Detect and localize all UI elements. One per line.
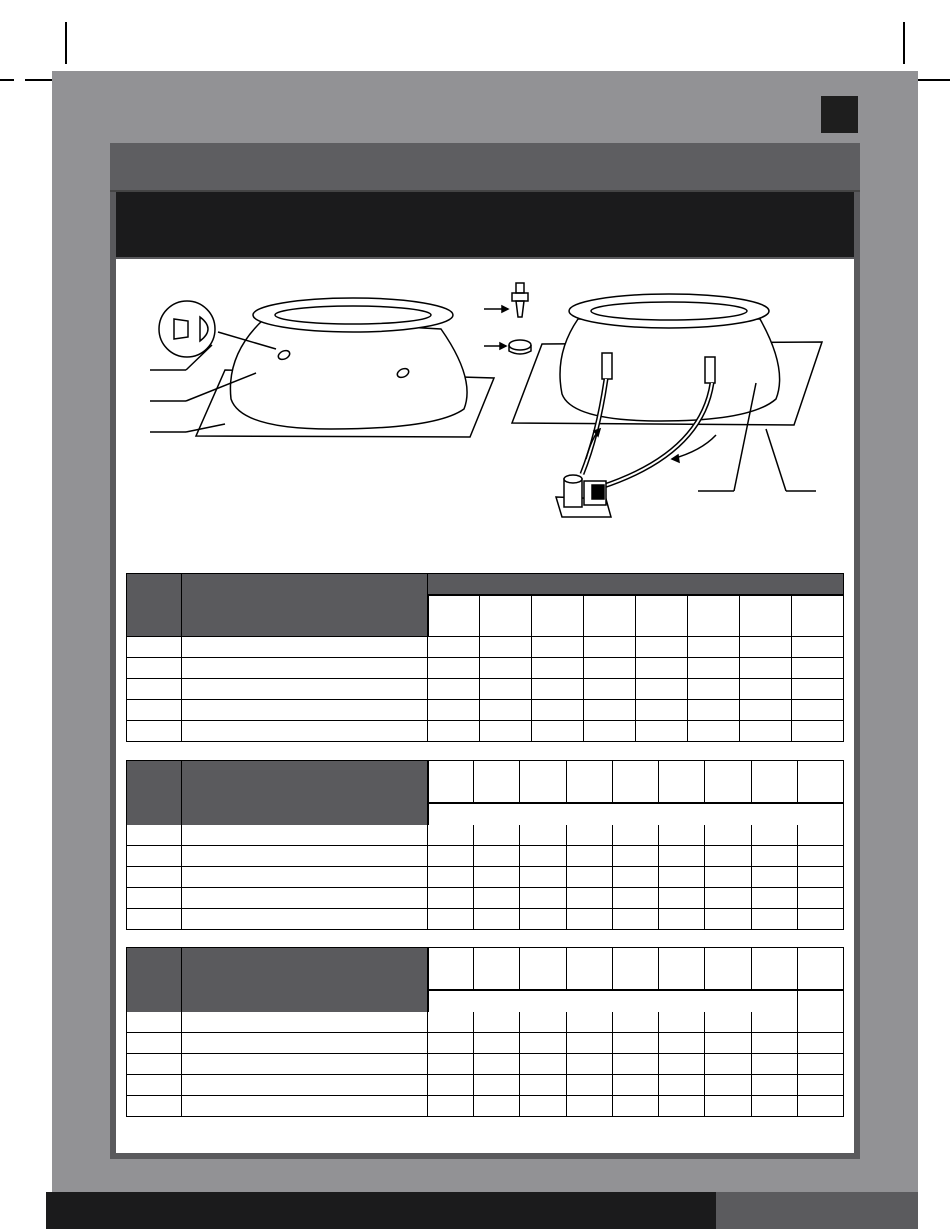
table-3-row-cell — [798, 1012, 844, 1033]
table-1-row-cell — [428, 637, 480, 658]
table-3-row-cell — [520, 1096, 566, 1117]
table-3-row-cell — [705, 1075, 751, 1096]
table-1-row-cell — [688, 637, 740, 658]
table-2-row-cell — [474, 825, 520, 846]
table-2-row-desc — [182, 867, 428, 888]
table-2-size-header — [520, 760, 566, 803]
table-2-row-cell — [520, 846, 566, 867]
table-2-row-cell — [705, 846, 751, 867]
table-2-header-strip — [428, 803, 844, 826]
table-1-row-cell — [636, 658, 688, 679]
table-1-row-cell — [480, 721, 532, 742]
table-3-size-header — [474, 947, 520, 990]
panel-body — [116, 259, 854, 1153]
table-3-row-cell — [567, 1075, 613, 1096]
table-2-row-no — [126, 846, 182, 867]
table-2-row-cell — [520, 867, 566, 888]
table-3-row-cell — [798, 1096, 844, 1117]
table-2-row-cell — [798, 825, 844, 846]
table-3-row-cell — [474, 1033, 520, 1054]
table-2-row-cell — [705, 867, 751, 888]
table-1-row-no — [126, 721, 182, 742]
table-3-row-cell — [798, 1075, 844, 1096]
table-2-row-desc — [182, 825, 428, 846]
table-1-row-cell — [532, 679, 584, 700]
table-1-row-cell — [532, 721, 584, 742]
table-1-size-header — [584, 595, 636, 637]
table-3-row-desc — [182, 1033, 428, 1054]
table-3-row-cell — [705, 1033, 751, 1054]
table-2-size-header — [613, 760, 659, 803]
table-3-size-header — [520, 947, 566, 990]
pool-icon — [560, 319, 780, 421]
table-1-row-cell — [428, 700, 480, 721]
section-title-bar — [116, 192, 854, 257]
table-2-row-cell — [474, 867, 520, 888]
table-3-row-cell — [705, 1054, 751, 1075]
table-1-row-cell — [584, 700, 636, 721]
crop-mark — [0, 79, 14, 81]
table-1-row-cell — [480, 658, 532, 679]
table-1-row-cell — [532, 700, 584, 721]
table-3-row-cell — [474, 1054, 520, 1075]
table-2-row-cell — [613, 846, 659, 867]
table-1-row-cell — [792, 658, 844, 679]
table-1-row-cell — [792, 679, 844, 700]
table-1-row-cell — [688, 721, 740, 742]
table-3-row-cell — [567, 1096, 613, 1117]
table-3-row-cell — [428, 1012, 474, 1033]
table-2-row-cell — [705, 909, 751, 930]
crop-mark — [903, 22, 905, 64]
table-3-row-desc — [182, 1075, 428, 1096]
table-2-row-cell — [520, 909, 566, 930]
table-2-size-header — [798, 760, 844, 803]
table-3-row-cell — [520, 1033, 566, 1054]
table-2-row-cell — [752, 888, 798, 909]
table-3-row-no — [126, 1012, 182, 1033]
table-1-row-desc — [182, 700, 428, 721]
table-1-header-no — [126, 573, 182, 637]
table-1-row-cell — [584, 721, 636, 742]
table-3-size-header — [705, 947, 751, 990]
content-panel — [110, 143, 860, 1159]
pool-icon — [230, 319, 467, 429]
table-2-row-cell — [613, 825, 659, 846]
table-3-size-header — [567, 947, 613, 990]
table-3-row-cell — [752, 1096, 798, 1117]
table-3-header-description — [182, 947, 428, 1013]
table-3-header-strip — [428, 990, 798, 1013]
table-3-row-cell — [613, 1096, 659, 1117]
table-2-row-cell — [428, 846, 474, 867]
table-2-row-no — [126, 825, 182, 846]
table-1-row-no — [126, 700, 182, 721]
table-1-row-cell — [636, 721, 688, 742]
table-3-row-no — [126, 1033, 182, 1054]
table-1-row-cell — [636, 637, 688, 658]
table-1-row-cell — [584, 637, 636, 658]
table-1-row-cell — [480, 637, 532, 658]
table-3-row-cell — [567, 1054, 613, 1075]
table-2-row-cell — [567, 846, 613, 867]
table-3-header-strip — [798, 990, 844, 1013]
table-1-row-no — [126, 658, 182, 679]
table-2-row-cell — [567, 888, 613, 909]
table-1-row-desc — [182, 721, 428, 742]
table-2-row-cell — [520, 888, 566, 909]
table-2-row-cell — [567, 867, 613, 888]
footer-tab — [716, 1192, 918, 1229]
table-3-row-desc — [182, 1012, 428, 1033]
table-2-row-cell — [428, 867, 474, 888]
table-3-size-header — [613, 947, 659, 990]
table-2-row-desc — [182, 846, 428, 867]
table-3-row-cell — [798, 1054, 844, 1075]
crop-mark — [65, 22, 67, 64]
table-1-row-cell — [740, 700, 792, 721]
table-1-size-header — [688, 595, 740, 637]
table-3-row-cell — [613, 1075, 659, 1096]
table-1-row-desc — [182, 637, 428, 658]
table-1-row-cell — [636, 700, 688, 721]
table-2-row-cell — [474, 888, 520, 909]
table-1-row-cell — [688, 700, 740, 721]
table-3-row-cell — [659, 1096, 705, 1117]
table-1-row-no — [126, 637, 182, 658]
table-3-row-cell — [659, 1012, 705, 1033]
table-3-row-cell — [613, 1012, 659, 1033]
table-3-row-cell — [428, 1096, 474, 1117]
table-1-row-cell — [584, 679, 636, 700]
table-1-size-header — [532, 595, 584, 637]
table-3-size-header — [798, 947, 844, 990]
table-2-row-cell — [798, 846, 844, 867]
table-1-row-cell — [480, 700, 532, 721]
table-1-row-cell — [428, 721, 480, 742]
table-1-row-cell — [532, 658, 584, 679]
table-3-row-cell — [752, 1012, 798, 1033]
table-3-row-cell — [428, 1075, 474, 1096]
table-3-row-cell — [613, 1033, 659, 1054]
table-2-row-cell — [798, 909, 844, 930]
filter-pump-icon — [556, 475, 611, 517]
table-3-row-cell — [705, 1096, 751, 1117]
table-2-row-cell — [705, 825, 751, 846]
table-2-row-cell — [567, 909, 613, 930]
table-2-row-cell — [567, 825, 613, 846]
table-2-size-header — [752, 760, 798, 803]
table-3-row-cell — [752, 1033, 798, 1054]
table-2-row-cell — [474, 846, 520, 867]
table-3-row-no — [126, 1054, 182, 1075]
table-2-row-cell — [520, 825, 566, 846]
nut-icon — [509, 340, 531, 350]
table-1-row-cell — [740, 658, 792, 679]
table-3-row-cell — [520, 1054, 566, 1075]
table-3-row-cell — [474, 1012, 520, 1033]
table-2-row-cell — [659, 825, 705, 846]
table-1-size-header — [740, 595, 792, 637]
table-3-size-header — [428, 947, 474, 990]
table-2-row-cell — [428, 909, 474, 930]
table-3-row-cell — [474, 1075, 520, 1096]
table-2-row-cell — [428, 825, 474, 846]
table-3-row-desc — [182, 1054, 428, 1075]
table-1-size-header — [428, 595, 480, 637]
table-1-row-desc — [182, 679, 428, 700]
table-3-row-cell — [752, 1075, 798, 1096]
table-2-row-cell — [659, 909, 705, 930]
table-3-row-cell — [520, 1012, 566, 1033]
table-3-size-header — [659, 947, 705, 990]
table-1-row-cell — [584, 658, 636, 679]
table-3-row-cell — [659, 1075, 705, 1096]
table-2-row-cell — [798, 867, 844, 888]
table-2-row-cell — [474, 909, 520, 930]
footer-bar — [46, 1192, 716, 1229]
table-3-row-cell — [567, 1033, 613, 1054]
table-2-row-no — [126, 888, 182, 909]
table-1-row-cell — [792, 721, 844, 742]
table-1-row-cell — [688, 658, 740, 679]
table-1-size-header — [792, 595, 844, 637]
table-2-size-header — [705, 760, 751, 803]
table-1-row-cell — [428, 658, 480, 679]
strainer-icon — [512, 283, 528, 317]
panel-header — [110, 143, 860, 192]
table-2-row-cell — [659, 867, 705, 888]
table-3-row-cell — [705, 1012, 751, 1033]
table-2-size-header — [659, 760, 705, 803]
table-1-row-cell — [740, 637, 792, 658]
table-1-row-cell — [480, 679, 532, 700]
table-1-row-cell — [792, 700, 844, 721]
table-1-row-desc — [182, 658, 428, 679]
table-2-row-desc — [182, 888, 428, 909]
table-2-header-description — [182, 760, 428, 826]
table-3-row-cell — [428, 1054, 474, 1075]
table-2-row-no — [126, 909, 182, 930]
table-1-row-no — [126, 679, 182, 700]
table-2-row-desc — [182, 909, 428, 930]
table-1-header-description — [182, 573, 428, 637]
table-2-row-cell — [798, 888, 844, 909]
table-2-size-header — [428, 760, 474, 803]
table-3-row-cell — [428, 1033, 474, 1054]
table-3-row-desc — [182, 1096, 428, 1117]
table-1-row-cell — [532, 637, 584, 658]
table-3-row-cell — [752, 1054, 798, 1075]
table-1-row-cell — [636, 679, 688, 700]
page-number-badge — [821, 96, 858, 133]
table-1-row-cell — [740, 679, 792, 700]
table-3-header-no — [126, 947, 182, 1013]
table-3-row-no — [126, 1096, 182, 1117]
table-3-row-cell — [613, 1054, 659, 1075]
table-1-row-cell — [428, 679, 480, 700]
table-2-row-cell — [752, 909, 798, 930]
table-2-size-header — [474, 760, 520, 803]
table-3-row-cell — [474, 1096, 520, 1117]
table-2-size-header — [567, 760, 613, 803]
table-1-size-header — [480, 595, 532, 637]
table-3-size-header — [752, 947, 798, 990]
table-2-row-cell — [752, 846, 798, 867]
table-1-row-cell — [792, 637, 844, 658]
table-3-row-cell — [567, 1012, 613, 1033]
table-1-row-cell — [688, 679, 740, 700]
table-2-row-cell — [428, 888, 474, 909]
table-3-row-cell — [659, 1033, 705, 1054]
table-3-row-no — [126, 1075, 182, 1096]
table-3-row-cell — [798, 1033, 844, 1054]
table-3-row-cell — [659, 1054, 705, 1075]
table-3-row-cell — [520, 1075, 566, 1096]
table-2-header-no — [126, 760, 182, 826]
table-2-row-cell — [705, 888, 751, 909]
table-2-row-no — [126, 867, 182, 888]
table-2-row-cell — [752, 825, 798, 846]
table-1-row-cell — [740, 721, 792, 742]
table-2-row-cell — [613, 888, 659, 909]
table-2-row-cell — [752, 867, 798, 888]
table-2-row-cell — [659, 888, 705, 909]
table-1-size-header — [636, 595, 688, 637]
table-2-row-cell — [659, 846, 705, 867]
table-1-header-sizes — [428, 573, 844, 595]
detail-callout — [159, 301, 215, 357]
table-2-row-cell — [613, 867, 659, 888]
table-2-row-cell — [613, 909, 659, 930]
